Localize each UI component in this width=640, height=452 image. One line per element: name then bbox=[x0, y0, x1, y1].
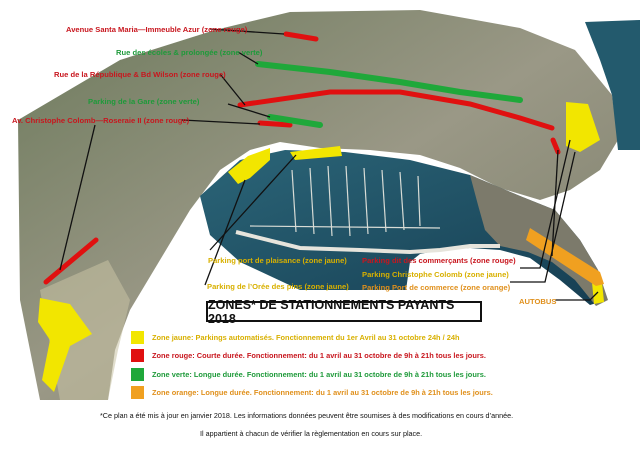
label-republique: Rue de la République & Bd Wilson (zone rouge) bbox=[54, 70, 226, 79]
label-port-commerce: Parking Port de commerce (zone orange) bbox=[362, 283, 511, 292]
label-oree-pins: Parking de l’Orée des pins (zone jaune) bbox=[207, 282, 349, 291]
legend-item-orange bbox=[131, 386, 493, 399]
footnote-verify: Il appartient à chacun de vérifier la règlementation en cours sur place. bbox=[200, 429, 423, 438]
orange-swatch bbox=[131, 386, 144, 399]
red-swatch bbox=[131, 349, 144, 362]
map-title: ZONES* DE STATIONNEMENTS PAYANTS 2018 bbox=[206, 301, 482, 322]
legend-item-yellow bbox=[131, 331, 459, 344]
label-gare: Parking de la Gare (zone verte) bbox=[88, 97, 200, 106]
footnote-update: *Ce plan a été mis à jour en janvier 2018. Les informations données peuvent être soumises à des modifications en cours d’année. bbox=[100, 411, 514, 420]
yellow-swatch bbox=[131, 331, 144, 344]
label-ecoles: Rue des écoles & prolongée (zone verte) bbox=[116, 48, 263, 57]
label-autobus: AUTOBUS bbox=[519, 297, 557, 306]
legend-text-yellow: Zone jaune: Parkings automatisés. Fonctionnement du 1er Avril au 31 octobre 24h / 24h bbox=[152, 333, 460, 342]
label-santa-maria: Avenue Santa Maria—Immeuble Azur (zone rouge) bbox=[66, 25, 248, 34]
label-commercants: Parking dit des commerçants (zone rouge) bbox=[362, 256, 516, 265]
legend-text-red: Zone rouge: Courte durée. Fonctionnement: du 1 avril au 31 octobre de 9h à 21h tous les jours. bbox=[152, 351, 486, 360]
label-colomb-roseraie: Av. Christophe Colomb—Roseraie II (zone rouge) bbox=[12, 116, 190, 125]
green-swatch bbox=[131, 368, 144, 381]
legend-text-orange: Zone orange: Longue durée. Fonctionnement: du 1 avril au 31 octobre de 9h à 21h tous les jours. bbox=[152, 388, 493, 397]
legend-item-green bbox=[131, 368, 486, 381]
label-plaisance: Parking port de plaisance (zone jaune) bbox=[208, 256, 347, 265]
label-christophe-colomb: Parking Christophe Colomb (zone jaune) bbox=[362, 270, 509, 279]
legend-item-red bbox=[131, 349, 486, 362]
legend-text-green: Zone verte: Longue durée. Fonctionnement: du 1 avril au 31 octobre de 9h à 21h tous les jours. bbox=[152, 370, 486, 379]
